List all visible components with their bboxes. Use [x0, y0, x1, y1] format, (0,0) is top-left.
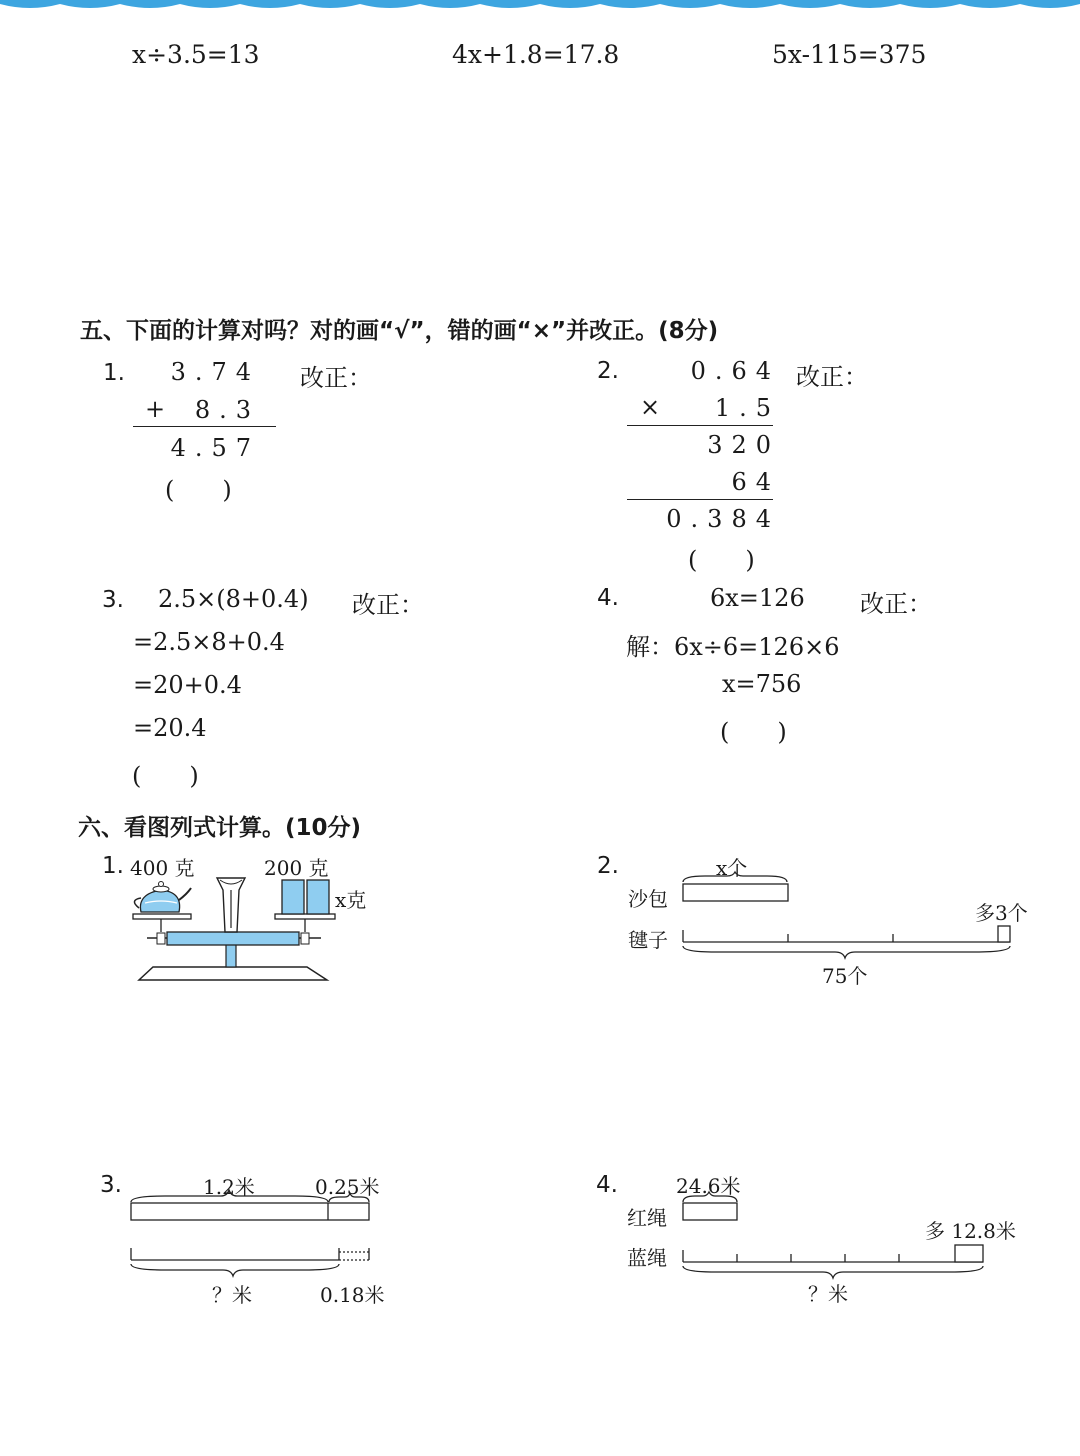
q4-top-brace	[683, 1192, 737, 1202]
q3-bar-diagram	[125, 1190, 385, 1280]
p2-partial-2: 64	[731, 468, 780, 496]
q3-bar-top	[131, 1203, 369, 1220]
q4-bottom-brace	[683, 1266, 983, 1278]
p1-operator: +	[145, 395, 166, 423]
q2-row-2-label: 毽子	[628, 928, 668, 952]
p2-result-line	[627, 499, 773, 500]
p2-answer-parentheses[interactable]: ( )	[688, 546, 755, 574]
p2-partial-1: 320	[707, 431, 780, 459]
q2-top-label: x个	[716, 856, 748, 880]
q4-red-rope-bar	[683, 1203, 737, 1220]
q2-extra-box	[998, 926, 1010, 942]
p3-expression: 2.5×(8+0.4)	[158, 585, 309, 613]
q1-number: 1.	[102, 853, 124, 879]
q2-row-1-label: 沙包	[628, 887, 668, 911]
q3-top-brace-a	[131, 1190, 328, 1202]
p1-sum-line	[133, 426, 276, 427]
p2-factor-2: 1.5	[714, 394, 780, 422]
q3-top-brace-b	[329, 1193, 369, 1202]
scale-beam	[167, 932, 299, 945]
p1-correction-label: 改正：	[300, 364, 372, 392]
p3-step-1: =2.5×8+0.4	[133, 628, 285, 656]
p3-correction-label: 改正：	[352, 591, 424, 619]
q3-bottom-brace	[131, 1264, 339, 1276]
q3-label-a: 1.2米	[203, 1175, 255, 1199]
q2-total-label: 75个	[822, 964, 868, 988]
q3-question-label: ？米	[212, 1283, 252, 1307]
q3-label-b: 0.25米	[315, 1175, 380, 1199]
problem-3-number: 3.	[102, 587, 124, 613]
p2-operator: ×	[640, 393, 661, 421]
scale-left-pan	[133, 914, 191, 919]
q4-number: 4.	[596, 1172, 618, 1198]
scale-right-pan	[275, 914, 335, 919]
section-6-title: 六、看图列式计算。(10分)	[78, 815, 362, 841]
p4-solution-step: 解：6x÷6=126×6	[626, 633, 840, 661]
q1-x-weight-label: x克	[335, 888, 367, 912]
q4-bar-diagram	[675, 1190, 995, 1280]
p3-answer-parentheses[interactable]: ( )	[132, 762, 199, 790]
p3-step-2: =20+0.4	[133, 671, 242, 699]
top-wave-border	[0, 0, 1080, 14]
problem-4-number: 4.	[597, 585, 619, 611]
q2-number: 2.	[597, 853, 619, 879]
p1-addend-2: 8.3	[194, 396, 260, 424]
p2-product-line	[627, 425, 773, 426]
weight-block-2	[307, 880, 329, 914]
q4-row-1-label: 红绳	[627, 1206, 667, 1230]
q2-sandbag-bar	[683, 884, 788, 901]
p2-correction-label: 改正：	[796, 363, 868, 391]
p4-answer: x=756	[722, 670, 802, 698]
p3-step-3: =20.4	[133, 714, 207, 742]
q4-top-label: 24.6米	[676, 1174, 741, 1198]
equation-1: x÷3.5=13	[132, 40, 260, 69]
scale-base	[139, 967, 327, 980]
p4-answer-parentheses[interactable]: ( )	[720, 718, 787, 746]
q1-left-weight-label: 400 克	[130, 856, 195, 880]
q2-bar-diagram	[675, 872, 1025, 962]
q4-more-label: 多 12.8米	[925, 1219, 1016, 1243]
p1-addend-1: 3.74	[170, 358, 260, 386]
p1-result: 4.57	[170, 434, 260, 462]
q2-more-label: 多3个	[975, 901, 1028, 925]
q2-bottom-brace	[683, 946, 1010, 958]
q1-right-weight-label: 200 克	[264, 856, 329, 880]
problem-2-number: 2.	[597, 358, 619, 384]
q3-label-c: 0.18米	[320, 1283, 385, 1307]
q4-extra-box	[955, 1245, 983, 1262]
q2-top-brace	[683, 872, 787, 882]
p2-factor-1: 0.64	[690, 357, 780, 385]
section-5-title: 五、下面的计算对吗？对的画“√”，错的画“×”并改正。(8分)	[80, 318, 719, 344]
q3-number: 3.	[100, 1172, 122, 1198]
q4-row-2-label: 蓝绳	[627, 1246, 667, 1270]
weight-block-1	[282, 880, 304, 914]
equation-2: 4x+1.8=17.8	[452, 40, 620, 69]
p2-result: 0.384	[666, 505, 780, 533]
p4-correction-label: 改正：	[860, 590, 932, 618]
balance-scale-figure	[125, 870, 335, 985]
q4-total-label: ？米	[808, 1282, 848, 1306]
scale-post	[226, 942, 236, 967]
problem-1-number: 1.	[103, 360, 125, 386]
p4-equation: 6x=126	[710, 584, 805, 612]
p1-answer-parentheses[interactable]: ( )	[165, 476, 232, 504]
equation-3: 5x-115=375	[772, 40, 927, 69]
